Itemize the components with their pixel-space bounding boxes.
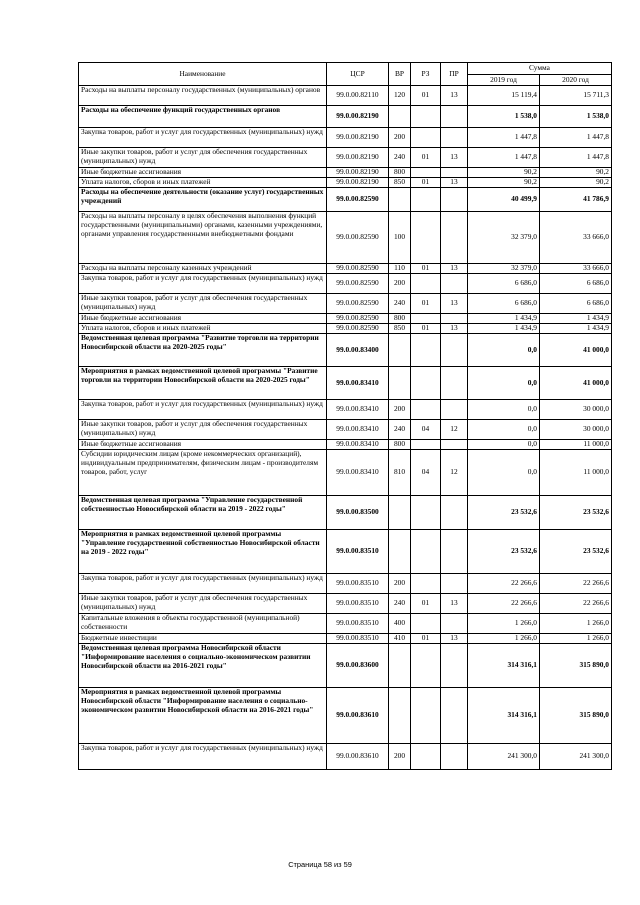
name-cell: Закупка товаров, работ и услуг для государственных (муниципальных) нужд	[79, 400, 327, 420]
sum-2019-cell: 15 119,4	[468, 86, 540, 106]
pr-cell: 13	[441, 294, 468, 314]
csr-cell: 99.0.00.83500	[327, 496, 389, 530]
csr-cell: 99.0.00.82190	[327, 148, 389, 168]
name-cell: Мероприятия в рамках ведомственной целевой программы "Развитие торговли на территории Новосибирской области на 2020-2025 годы"	[79, 367, 327, 400]
sum-2019-cell: 32 379,0	[468, 264, 540, 274]
sum-2019-cell: 6 686,0	[468, 294, 540, 314]
vr-cell: 400	[389, 614, 411, 634]
pr-cell	[441, 400, 468, 420]
sum-2020-cell: 1 434,9	[540, 314, 612, 324]
sum-2020-cell: 22 266,6	[540, 594, 612, 614]
pr-cell	[441, 128, 468, 148]
rz-cell: 01	[411, 634, 441, 644]
rz-cell	[411, 188, 441, 212]
csr-cell: 99.0.00.82590	[327, 294, 389, 314]
name-cell: Расходы на обеспечение функций государственных органов	[79, 106, 327, 128]
table-row	[79, 594, 612, 614]
sum-2019-cell: 40 499,9	[468, 188, 540, 212]
sum-2019-cell: 22 266,6	[468, 574, 540, 594]
table-row	[79, 188, 612, 212]
vr-cell: 200	[389, 744, 411, 770]
sum-2020-cell: 23 532,6	[540, 530, 612, 574]
table-row	[79, 168, 612, 178]
rz-cell	[411, 440, 441, 450]
sum-2020-cell: 1 447,8	[540, 128, 612, 148]
csr-cell: 99.0.00.83410	[327, 440, 389, 450]
vr-cell: 200	[389, 128, 411, 148]
name-cell: Мероприятия в рамках ведомственной целевой программы Новосибирской области "Информирование населения о социально-экономическом развитии Новосибирской области на 2016-2021 годы"	[79, 688, 327, 744]
vr-cell: 240	[389, 420, 411, 440]
rz-cell	[411, 168, 441, 178]
rz-cell	[411, 688, 441, 744]
rz-cell: 01	[411, 324, 441, 334]
pr-cell	[441, 188, 468, 212]
table-row	[79, 614, 612, 634]
rz-cell: 01	[411, 86, 441, 106]
pr-cell	[441, 530, 468, 574]
table-row	[79, 634, 612, 644]
rz-cell	[411, 574, 441, 594]
pr-cell	[441, 212, 468, 264]
pr-cell	[441, 274, 468, 294]
pr-cell: 13	[441, 148, 468, 168]
sum-2020-cell: 23 532,6	[540, 496, 612, 530]
header-name: Наименование	[79, 63, 327, 86]
pr-cell	[441, 644, 468, 688]
vr-cell: 800	[389, 440, 411, 450]
rz-cell: 04	[411, 420, 441, 440]
name-cell: Иные бюджетные ассигнования	[79, 168, 327, 178]
sum-2019-cell: 0,0	[468, 367, 540, 400]
name-cell: Мероприятия в рамках ведомственной целевой программы "Управление государственной собственностью Новосибирской области на 2019 - 2022 годы"	[79, 530, 327, 574]
sum-2020-cell: 1 266,0	[540, 634, 612, 644]
rz-cell	[411, 106, 441, 128]
pr-cell	[441, 106, 468, 128]
table-row	[79, 324, 612, 334]
vr-cell: 800	[389, 168, 411, 178]
header-year-2019: 2019 год	[468, 75, 540, 86]
table-row	[79, 294, 612, 314]
table-row	[79, 314, 612, 324]
vr-cell: 240	[389, 148, 411, 168]
csr-cell: 99.0.00.83510	[327, 594, 389, 614]
rz-cell	[411, 212, 441, 264]
table-row	[79, 574, 612, 594]
sum-2020-cell: 15 711,3	[540, 86, 612, 106]
name-cell: Субсидии юридическим лицам (кроме некоммерческих организаций), индивидуальным предпринимателям, физическим лицам - производителям товаров, работ, услуг	[79, 450, 327, 496]
csr-cell: 99.0.00.83600	[327, 644, 389, 688]
csr-cell: 99.0.00.82590	[327, 188, 389, 212]
sum-2019-cell: 1 447,8	[468, 128, 540, 148]
rz-cell	[411, 367, 441, 400]
sum-2020-cell: 33 666,0	[540, 212, 612, 264]
name-cell: Уплата налогов, сборов и иных платежей	[79, 178, 327, 188]
pr-cell	[441, 574, 468, 594]
sum-2020-cell: 11 000,0	[540, 440, 612, 450]
vr-cell: 850	[389, 324, 411, 334]
name-cell: Закупка товаров, работ и услуг для государственных (муниципальных) нужд	[79, 128, 327, 148]
rz-cell: 01	[411, 148, 441, 168]
budget-table	[78, 62, 612, 770]
sum-2019-cell: 1 434,9	[468, 324, 540, 334]
sum-2019-cell: 1 538,0	[468, 106, 540, 128]
rz-cell	[411, 314, 441, 324]
rz-cell	[411, 128, 441, 148]
sum-2020-cell: 315 890,0	[540, 644, 612, 688]
sum-2019-cell: 0,0	[468, 420, 540, 440]
sum-2020-cell: 90,2	[540, 178, 612, 188]
sum-2019-cell: 1 266,0	[468, 614, 540, 634]
sum-2020-cell: 1 538,0	[540, 106, 612, 128]
vr-cell: 850	[389, 178, 411, 188]
name-cell: Ведомственная целевая программа "Развитие торговли на территории Новосибирской области на 2020-2025 годы"	[79, 334, 327, 367]
vr-cell: 200	[389, 274, 411, 294]
sum-2020-cell: 33 666,0	[540, 264, 612, 274]
vr-cell	[389, 334, 411, 367]
sum-2019-cell: 0,0	[468, 450, 540, 496]
sum-2019-cell: 0,0	[468, 334, 540, 367]
rz-cell	[411, 334, 441, 367]
pr-cell: 13	[441, 634, 468, 644]
vr-cell: 800	[389, 314, 411, 324]
csr-cell: 99.0.00.82590	[327, 264, 389, 274]
rz-cell: 04	[411, 450, 441, 496]
sum-2020-cell: 11 000,0	[540, 450, 612, 496]
header-sum: Сумма	[468, 63, 612, 75]
table-row	[79, 264, 612, 274]
rz-cell: 01	[411, 264, 441, 274]
pr-cell: 13	[441, 264, 468, 274]
pr-cell	[441, 314, 468, 324]
csr-cell: 99.0.00.83610	[327, 744, 389, 770]
pr-cell	[441, 496, 468, 530]
vr-cell	[389, 188, 411, 212]
sum-2020-cell: 22 266,6	[540, 574, 612, 594]
sum-2019-cell: 23 532,6	[468, 496, 540, 530]
name-cell: Расходы на выплаты персоналу казенных учреждений	[79, 264, 327, 274]
sum-2019-cell: 90,2	[468, 178, 540, 188]
rz-cell: 01	[411, 178, 441, 188]
csr-cell: 99.0.00.82590	[327, 314, 389, 324]
table-row	[79, 440, 612, 450]
sum-2019-cell: 0,0	[468, 440, 540, 450]
vr-cell: 410	[389, 634, 411, 644]
table-row	[79, 128, 612, 148]
pr-cell	[441, 688, 468, 744]
rz-cell	[411, 496, 441, 530]
vr-cell	[389, 530, 411, 574]
sum-2019-cell: 241 300,0	[468, 744, 540, 770]
header-vr: ВР	[389, 63, 411, 86]
vr-cell	[389, 644, 411, 688]
csr-cell: 99.0.00.82110	[327, 86, 389, 106]
name-cell: Ведомственная целевая программа Новосибирской области "Информирование населения о социально-экономическом развитии Новосибирской области на 2016-2021 годы"	[79, 644, 327, 688]
csr-cell: 99.0.00.82590	[327, 212, 389, 264]
sum-2020-cell: 30 000,0	[540, 420, 612, 440]
name-cell: Иные бюджетные ассигнования	[79, 440, 327, 450]
sum-2019-cell: 314 316,1	[468, 644, 540, 688]
sum-2020-cell: 90,2	[540, 168, 612, 178]
pr-cell	[441, 367, 468, 400]
sum-2020-cell: 6 686,0	[540, 274, 612, 294]
vr-cell: 240	[389, 294, 411, 314]
sum-2019-cell: 6 686,0	[468, 274, 540, 294]
name-cell: Капитальные вложения в объекты государственной (муниципальной) собственности	[79, 614, 327, 634]
vr-cell	[389, 688, 411, 744]
table-row	[79, 420, 612, 440]
table-row	[79, 644, 612, 688]
csr-cell: 99.0.00.82190	[327, 168, 389, 178]
csr-cell: 99.0.00.82190	[327, 128, 389, 148]
sum-2019-cell: 90,2	[468, 168, 540, 178]
vr-cell	[389, 496, 411, 530]
name-cell: Бюджетные инвестиции	[79, 634, 327, 644]
csr-cell: 99.0.00.82590	[327, 324, 389, 334]
sum-2020-cell: 1 434,9	[540, 324, 612, 334]
vr-cell: 110	[389, 264, 411, 274]
table-row	[79, 86, 612, 106]
table-row	[79, 274, 612, 294]
csr-cell: 99.0.00.82590	[327, 274, 389, 294]
sum-2019-cell: 1 266,0	[468, 634, 540, 644]
csr-cell: 99.0.00.83510	[327, 614, 389, 634]
pr-cell	[441, 168, 468, 178]
pr-cell	[441, 614, 468, 634]
sum-2019-cell: 32 379,0	[468, 212, 540, 264]
name-cell: Расходы на обеспечение деятельности (оказание услуг) государственных учреждений	[79, 188, 327, 212]
table-row	[79, 744, 612, 770]
vr-cell: 200	[389, 574, 411, 594]
table-row	[79, 367, 612, 400]
pr-cell: 13	[441, 324, 468, 334]
pr-cell	[441, 440, 468, 450]
table-row	[79, 688, 612, 744]
header-pr: ПР	[441, 63, 468, 86]
table-row	[79, 530, 612, 574]
name-cell: Расходы на выплаты персоналу государственных (муниципальных) органов	[79, 86, 327, 106]
name-cell: Иные закупки товаров, работ и услуг для обеспечения государственных (муниципальных) нужд	[79, 148, 327, 168]
csr-cell: 99.0.00.83610	[327, 688, 389, 744]
sum-2019-cell: 0,0	[468, 400, 540, 420]
vr-cell: 810	[389, 450, 411, 496]
rz-cell	[411, 274, 441, 294]
rz-cell	[411, 614, 441, 634]
rz-cell: 01	[411, 294, 441, 314]
header-rz: РЗ	[411, 63, 441, 86]
sum-2019-cell: 314 316,1	[468, 688, 540, 744]
page-footer: Страница 58 из 59	[288, 860, 352, 869]
name-cell: Иные закупки товаров, работ и услуг для обеспечения государственных (муниципальных) нужд	[79, 294, 327, 314]
sum-2020-cell: 241 300,0	[540, 744, 612, 770]
table-body	[79, 86, 612, 770]
name-cell: Ведомственная целевая программа "Управление государственной собственностью Новосибирской области на 2019 - 2022 годы"	[79, 496, 327, 530]
table-row	[79, 178, 612, 188]
pr-cell: 13	[441, 178, 468, 188]
csr-cell: 99.0.00.83410	[327, 450, 389, 496]
rz-cell	[411, 644, 441, 688]
sum-2020-cell: 6 686,0	[540, 294, 612, 314]
rz-cell	[411, 530, 441, 574]
sum-2020-cell: 41 000,0	[540, 334, 612, 367]
vr-cell: 200	[389, 400, 411, 420]
table-row	[79, 106, 612, 128]
sum-2020-cell: 1 447,8	[540, 148, 612, 168]
csr-cell: 99.0.00.83510	[327, 634, 389, 644]
name-cell: Иные бюджетные ассигнования	[79, 314, 327, 324]
table-row	[79, 334, 612, 367]
pr-cell: 12	[441, 420, 468, 440]
csr-cell: 99.0.00.82190	[327, 178, 389, 188]
name-cell: Уплата налогов, сборов и иных платежей	[79, 324, 327, 334]
vr-cell	[389, 367, 411, 400]
table-row	[79, 400, 612, 420]
table-row	[79, 496, 612, 530]
pr-cell: 13	[441, 86, 468, 106]
name-cell: Иные закупки товаров, работ и услуг для обеспечения государственных (муниципальных) нужд	[79, 420, 327, 440]
name-cell: Закупка товаров, работ и услуг для государственных (муниципальных) нужд	[79, 744, 327, 770]
rz-cell	[411, 400, 441, 420]
name-cell: Закупка товаров, работ и услуг для государственных (муниципальных) нужд	[79, 574, 327, 594]
vr-cell: 120	[389, 86, 411, 106]
rz-cell: 01	[411, 594, 441, 614]
csr-cell: 99.0.00.83400	[327, 334, 389, 367]
vr-cell: 100	[389, 212, 411, 264]
sum-2020-cell: 41 000,0	[540, 367, 612, 400]
sum-2019-cell: 1 447,8	[468, 148, 540, 168]
sum-2020-cell: 30 000,0	[540, 400, 612, 420]
sum-2019-cell: 23 532,6	[468, 530, 540, 574]
name-cell: Закупка товаров, работ и услуг для государственных (муниципальных) нужд	[79, 274, 327, 294]
csr-cell: 99.0.00.82190	[327, 106, 389, 128]
csr-cell: 99.0.00.83510	[327, 530, 389, 574]
csr-cell: 99.0.00.83410	[327, 367, 389, 400]
sum-2020-cell: 41 786,9	[540, 188, 612, 212]
table-row	[79, 148, 612, 168]
table-row	[79, 450, 612, 496]
rz-cell	[411, 744, 441, 770]
sum-2019-cell: 1 434,9	[468, 314, 540, 324]
header-year-2020: 2020 год	[540, 75, 612, 86]
sum-2019-cell: 22 266,6	[468, 594, 540, 614]
pr-cell	[441, 334, 468, 367]
vr-cell	[389, 106, 411, 128]
vr-cell: 240	[389, 594, 411, 614]
header-csr: ЦСР	[327, 63, 389, 86]
pr-cell: 12	[441, 450, 468, 496]
csr-cell: 99.0.00.83410	[327, 420, 389, 440]
table-row	[79, 212, 612, 264]
name-cell: Иные закупки товаров, работ и услуг для обеспечения государственных (муниципальных) нужд	[79, 594, 327, 614]
csr-cell: 99.0.00.83510	[327, 574, 389, 594]
name-cell: Расходы на выплаты персоналу в целях обеспечения выполнения функций государственными (муниципальными) органами, казенными учреждениями, органами управления государственными внебюджетными фондами	[79, 212, 327, 264]
pr-cell	[441, 744, 468, 770]
pr-cell: 13	[441, 594, 468, 614]
sum-2020-cell: 1 266,0	[540, 614, 612, 634]
csr-cell: 99.0.00.83410	[327, 400, 389, 420]
sum-2020-cell: 315 890,0	[540, 688, 612, 744]
